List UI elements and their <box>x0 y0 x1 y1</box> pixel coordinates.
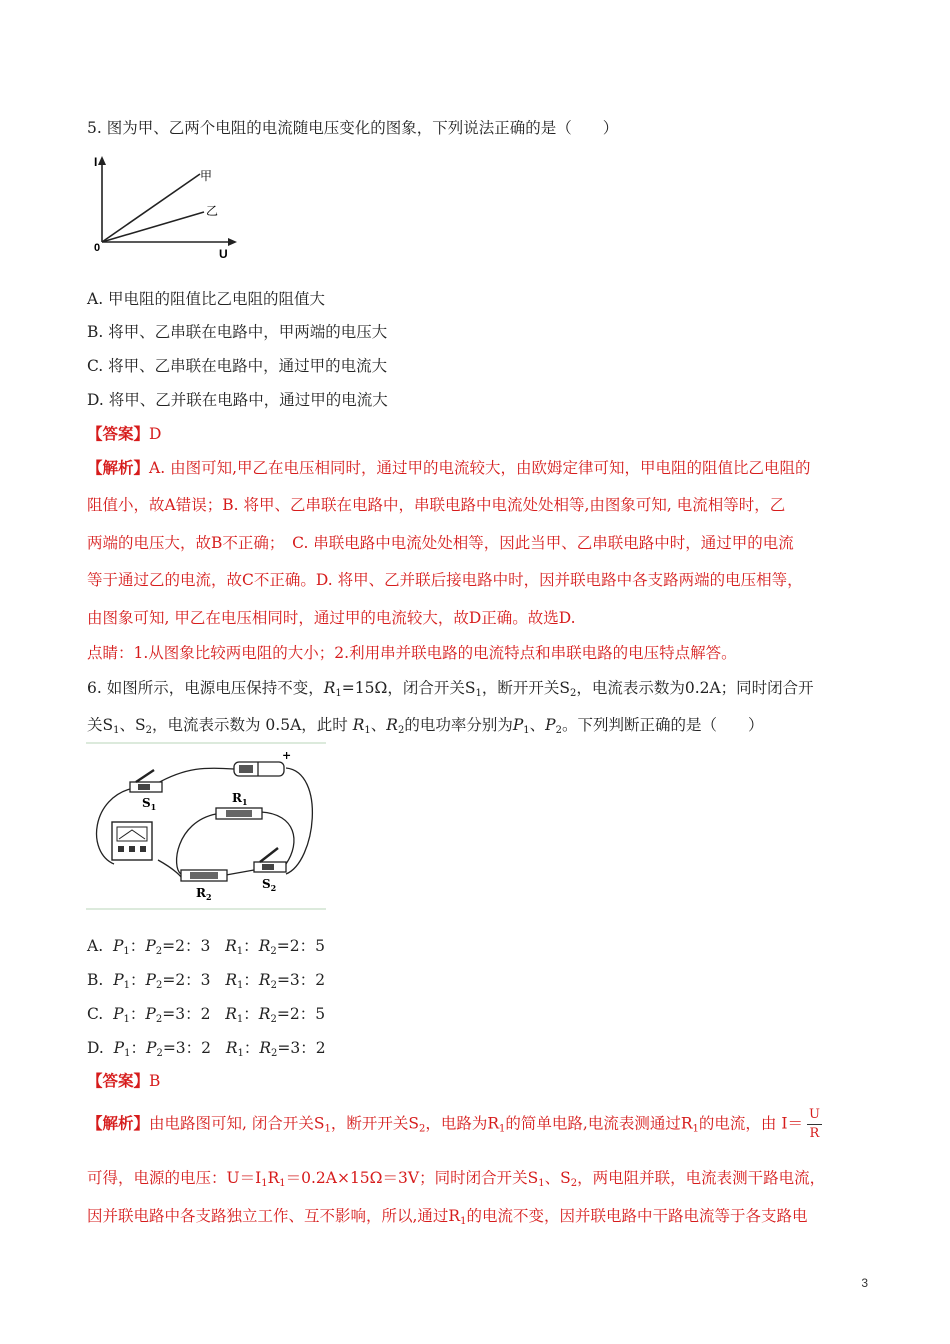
q5-analysis-4: 等于通过乙的电流，故C不正确。D. 将甲、乙并联后接电路中时，因并联电路中各支路两端的电压相等， <box>87 571 803 589</box>
q6-answer <box>87 1069 160 1091</box>
graph-label-jia: 甲 <box>200 169 213 183</box>
answer-value: B <box>149 1072 161 1090</box>
fraction-u-over-r: $\frac{U}{R}$ <box>808 1107 820 1141</box>
answer-value: D <box>149 425 162 443</box>
graph-label-yi: 乙 <box>206 204 219 218</box>
q6-analysis-2: 可得，电源的电压：$U=I_1R_1=0.2A\times 15\Omega=3V$；同时闭合开关$S_1$、$S_2$，两电阻并联，电流表测干路电流， <box>87 1169 826 1189</box>
q5-analysis-3: 两端的电压大，故B不正确； C. 串联电路中电流处处相等，因此当甲、乙串联电路中时，通过甲的电流 <box>87 534 794 552</box>
q5-option-b: B. 将甲、乙串联在电路中，甲两端的电压大 <box>87 323 388 341</box>
q5-tip: 点睛：1.从图象比较两电阻的大小；2.利用串并联电路的电流特点和串联电路的电压特点解答。 <box>87 644 737 662</box>
resistor-r1-icon <box>216 791 262 819</box>
answer-tag: 【答案】 <box>87 424 150 443</box>
q6-option-d: D. $P_1$：$P_2=3$：2 $R_1$：$R_2=3$：2 <box>87 1039 326 1059</box>
q5-analysis-5: 由图象可知, 甲乙在电压相同时，通过甲的电流较大，故D正确。故选D. <box>87 609 576 627</box>
graph-origin: 0 <box>94 242 101 254</box>
q6-option-a: A. $P_1$：$P_2=2$：3 $R_1$：$R_2=2$：5 <box>87 937 325 957</box>
answer-tag: 【答案】 <box>87 1071 150 1090</box>
analysis-tag: 【解析】 <box>87 1113 150 1133</box>
svg-text:R2: $R_2$ <box>196 886 212 902</box>
ammeter-icon <box>112 822 152 860</box>
svg-text:S2: $S_2$ <box>262 877 277 893</box>
switch-s2-icon <box>254 848 286 893</box>
analysis-tag: 【解析】 <box>87 458 150 477</box>
q5-answer <box>87 422 161 444</box>
q6-circuit-figure <box>86 742 328 912</box>
graph-line-yi <box>102 212 204 242</box>
q6-analysis-1: 【解析】由电路图可知, 闭合开关$S_1$，断开开关$S_2$，电路为$R_1$的简单电路,电流表测通过$R_1$的电流，由 I＝ $\frac{U}{R}$ <box>87 1107 820 1141</box>
graph-x-label: U <box>219 247 228 261</box>
svg-text:S1: $S_1$ <box>142 796 157 812</box>
q6-analysis-3: 因并联电路中各支路独立工作、互不影响，所以,通过$R_1$的电流不变，因并联电路中干路电流等于各支路电 <box>87 1207 808 1227</box>
page-number: 3 <box>861 1276 868 1290</box>
resistor-r2-icon <box>181 870 227 902</box>
svg-text:+: + <box>282 749 292 762</box>
q5-graph <box>92 152 242 262</box>
q5-option-d: D. 将甲、乙并联在电路中，通过甲的电流大 <box>87 391 388 409</box>
q5-option-a: A. 甲电阻的阻值比乙电阻的阻值大 <box>87 290 326 308</box>
svg-text:R1: $R_1$ <box>232 791 248 807</box>
q5-analysis-1: 【解析】A. 由图可知,甲乙在电压相同时，通过甲的电流较大，由欧姆定律可知，甲电阻的阻值比乙电阻的 <box>87 458 811 477</box>
graph-y-label: I <box>94 155 98 169</box>
q6-option-b: B. $P_1$：$P_2=2$：3 $R_1$：$R_2=3$：2 <box>87 971 326 991</box>
q6-option-c: C. $P_1$：$P_2=3$：2 $R_1$：$R_2=2$：5 <box>87 1005 326 1025</box>
q6-stem-1: 6. 如图所示，电源电压保持不变，$R_1=15\Omega$，闭合开关$S_1$，断开开关$S_2$，电流表示数为0.2A；同时闭合开 <box>87 679 814 699</box>
q5-analysis-2: 阻值小，故A错误；B. 将甲、乙串联在电路中，串联电路中电流处处相等,由图象可知, 电流相等时，乙 <box>87 496 786 514</box>
q5-stem: 5. 图为甲、乙两个电阻的电流随电压变化的图象，下列说法正确的是（ ） <box>87 119 619 137</box>
battery-icon <box>234 749 291 776</box>
q6-stem-2: 关$S_1$、$S_2$，电流表示数为 0.5A，此时 $R_1$、$R_2$的电功率分别为$P_1$、$P_2$。下列判断正确的是（ ） <box>87 716 764 736</box>
switch-s1-icon <box>130 770 162 812</box>
graph-line-jia <box>102 174 200 242</box>
q5-option-c: C. 将甲、乙串联在电路中，通过甲的电流大 <box>87 357 388 375</box>
